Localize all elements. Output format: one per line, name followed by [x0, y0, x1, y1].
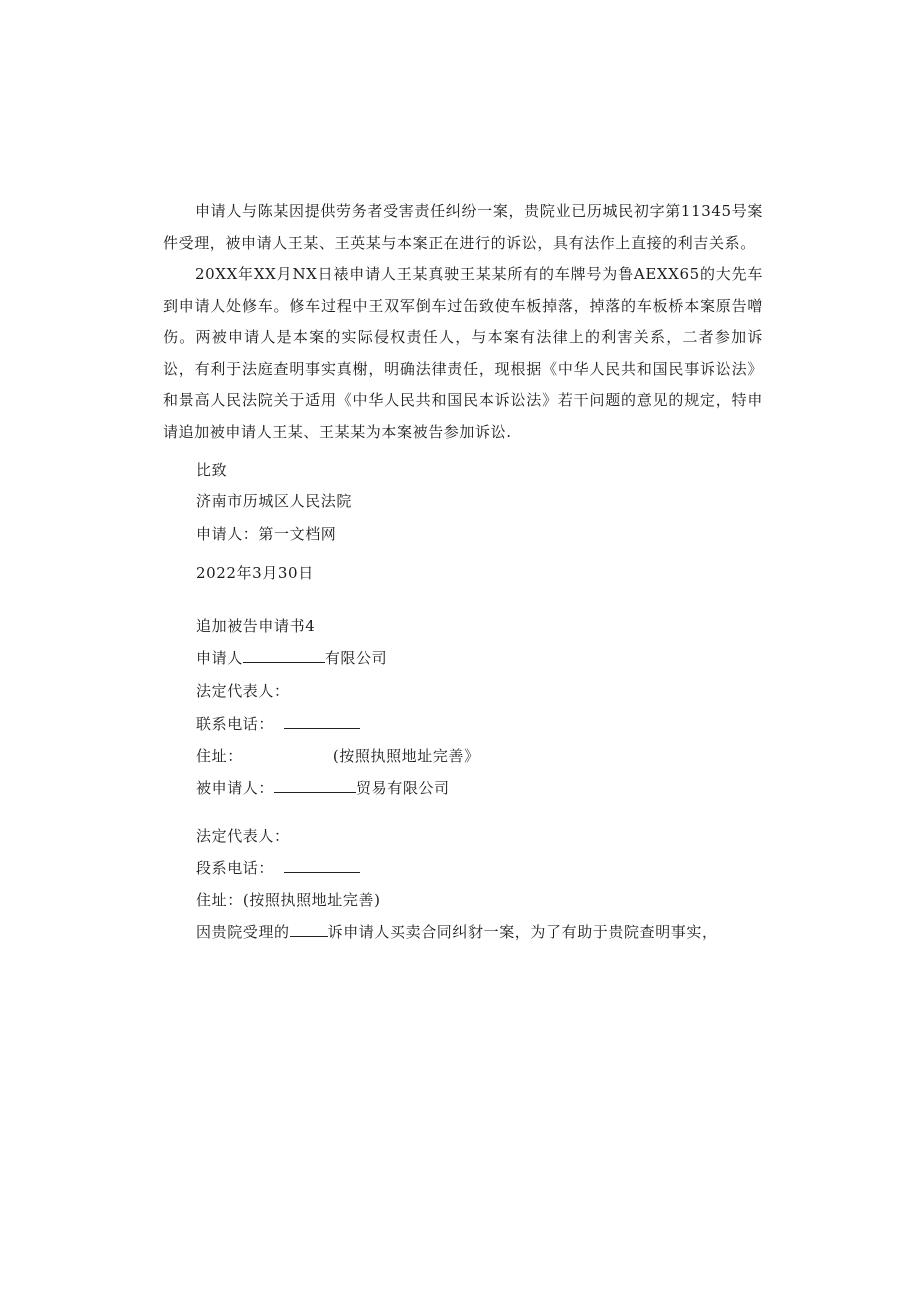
phone2-line: [196, 858, 360, 878]
court-name: 济南市历城区人民法院: [196, 492, 353, 510]
paragraph-case-acceptance: 申请人与陈某因提供劳务者受害责任纠纷一案，贵院业已历城民初字第11345号案件受理，被申请人王某、王英某与本案正在进行的诉讼，具有法作上直接的利吉关系。: [163, 202, 763, 252]
body-line: [196, 922, 718, 942]
address-label: 住址：: [196, 747, 243, 765]
applicant-signature: 申请人：第一文档网: [196, 525, 337, 543]
respondent-label: 被申请人：: [196, 779, 275, 797]
plaintiff-blank: [290, 922, 328, 937]
address2-note: (按照执照地址完善): [242, 891, 381, 909]
legal-rep2-line: 法定代表人：: [196, 827, 290, 845]
applicant-suffix: 有限公司: [324, 649, 388, 667]
phone-blank: [284, 714, 360, 729]
applicant-label: 申请人: [196, 649, 243, 667]
form-title: 追加被告申请书4: [196, 617, 316, 635]
phone2-label: 段系电话：: [196, 859, 275, 877]
phone-line: [196, 714, 360, 734]
paragraph-facts-and-request: 20XX年XX月NX日裱申请人王某真驶王某某所有的车牌号为鲁AEXX65的大先车到申请人处修车。修车过程中王双军倒车过缶致使车板掉落，掉落的车板桥本案原告噌伤。两被申请人是本案的实际侵权责任人，与本案有法律上的利害关系，二者参加诉讼，有利于法庭查明事实真榭，明确法律责任，现根据《中华人民共和国民事诉讼法》和景高人民法院关于适用《中华人民共和国民本诉讼法》若干问题的意见的规定，特申请追加被申请人王某、王某某为本案被告参加诉讼.: [163, 265, 763, 441]
address-line: [196, 746, 480, 766]
respondent-suffix: 贸易有限公司: [356, 779, 450, 797]
document-date: 2022年3月30日: [196, 564, 314, 582]
body-prefix: 因贵院受理的: [196, 923, 290, 941]
legal-rep-line: 法定代表人：: [196, 682, 290, 700]
address-note: (按照执照地址完善》: [332, 747, 480, 765]
respondent-line: [196, 778, 450, 798]
closing-salutation: 比致: [196, 461, 228, 479]
phone2-blank: [284, 858, 360, 873]
body-suffix: 诉申请人买卖合同纠豺一案，为了有助于贵院查明事实，: [327, 923, 718, 941]
address2-label: 住址：: [196, 891, 243, 909]
applicant-line: [196, 648, 387, 668]
applicant-name-blank: [243, 648, 325, 663]
phone-label: 联系电话：: [196, 715, 275, 733]
respondent-name-blank: [274, 778, 356, 793]
address2-line: [196, 890, 381, 910]
